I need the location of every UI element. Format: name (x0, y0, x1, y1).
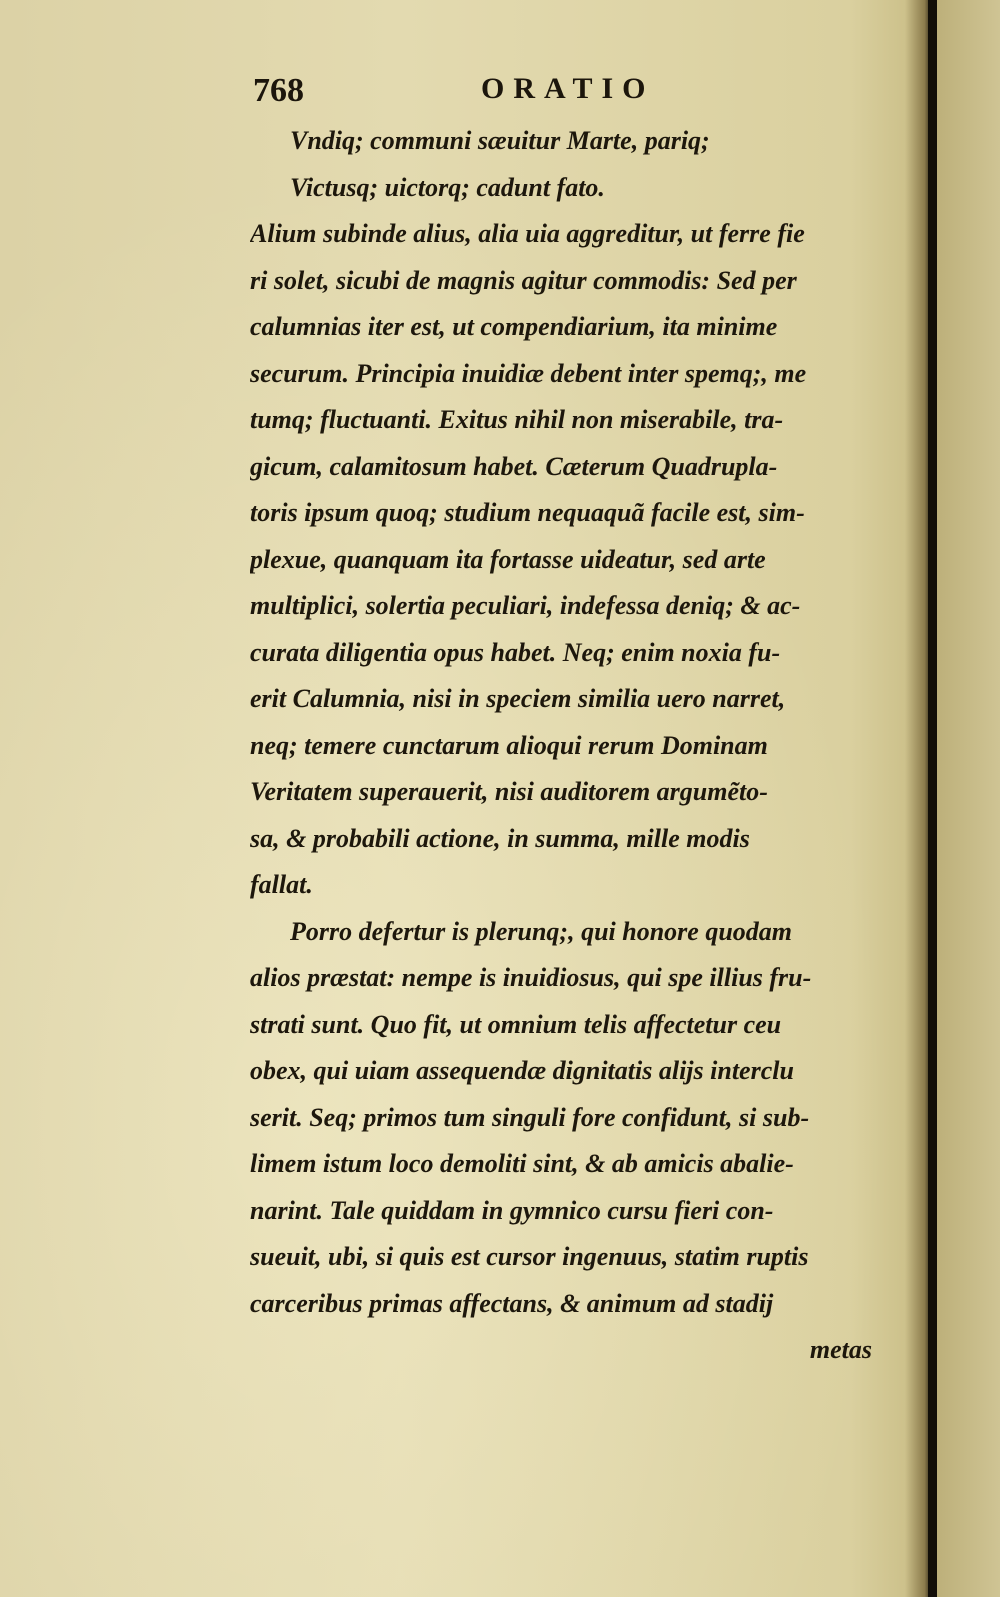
running-head (253, 70, 683, 114)
text-line: limem istum loco demoliti sint, & ab amicis abalie- (250, 1149, 794, 1178)
page-number: 768 (253, 72, 304, 109)
text-line: calumnias iter est, ut compendiarium, ita minime (250, 312, 778, 341)
verse-line: Vndiq; communi sæuitur Marte, pariq; (290, 126, 710, 155)
text-line: carceribus primas affectans, & animum ad stadij (250, 1288, 774, 1318)
text-line: sueuit, ubi, si quis est cursor ingenuus, statim ruptis (250, 1242, 809, 1271)
verse-line: Victusq; uictorq; cadunt fato. (290, 172, 605, 202)
text-line: alios præstat: nempe is inuidiosus, qui spe illius fru- (250, 963, 812, 992)
text-line: gicum, calamitosum habet. Cæterum Quadrupla- (250, 451, 778, 481)
text-line: tumq; fluctuanti. Exitus nihil non miserabile, tra- (250, 405, 784, 434)
body-text (250, 118, 890, 1374)
text-line: sa, & probabili actione, in summa, mille modis (250, 823, 750, 853)
text-line: obex, qui uiam assequendæ dignitatis alijs interclu (250, 1056, 794, 1085)
text-line: erit Calumnia, nisi in speciem similia uero narret, (250, 684, 786, 713)
text-line: toris ipsum quoq; studium nequaquã facile est, sim- (250, 498, 805, 527)
text-line: Alium subinde alius, alia uia aggreditur, ut ferre fie (250, 219, 805, 248)
paragraph-start-line: Porro defertur is plerunq;, qui honore quodam (290, 916, 793, 946)
text-line: serit. Seq; primos tum singuli fore confidunt, si sub- (250, 1102, 810, 1132)
text-line: ri solet, sicubi de magnis agitur commodis: Sed per (250, 265, 797, 295)
text-line: multiplici, solertia peculiari, indefessa deniq; & ac- (250, 591, 801, 620)
text-line: fallat. (250, 870, 313, 899)
text-line: curata diligentia opus habet. Neq; enim noxia fu- (250, 637, 781, 667)
text-line: plexue, quanquam ita fortasse uideatur, sed arte (250, 544, 766, 574)
text-line: Veritatem superauerit, nisi auditorem argumẽto- (250, 777, 768, 806)
text-line: narint. Tale quiddam in gymnico cursu fieri con- (250, 1195, 774, 1225)
text-line: strati sunt. Quo fit, ut omnium telis affectetur ceu (250, 1009, 782, 1039)
book-gutter (928, 0, 937, 1597)
text-line: securum. Principia inuidiæ debent inter spemq;, me (250, 358, 807, 388)
facing-page-edge (937, 0, 1000, 1597)
catchword: metas (809, 1335, 872, 1364)
running-title: ORATIO (481, 72, 655, 105)
text-line: neq; temere cunctarum alioqui rerum Dominam (250, 730, 768, 760)
